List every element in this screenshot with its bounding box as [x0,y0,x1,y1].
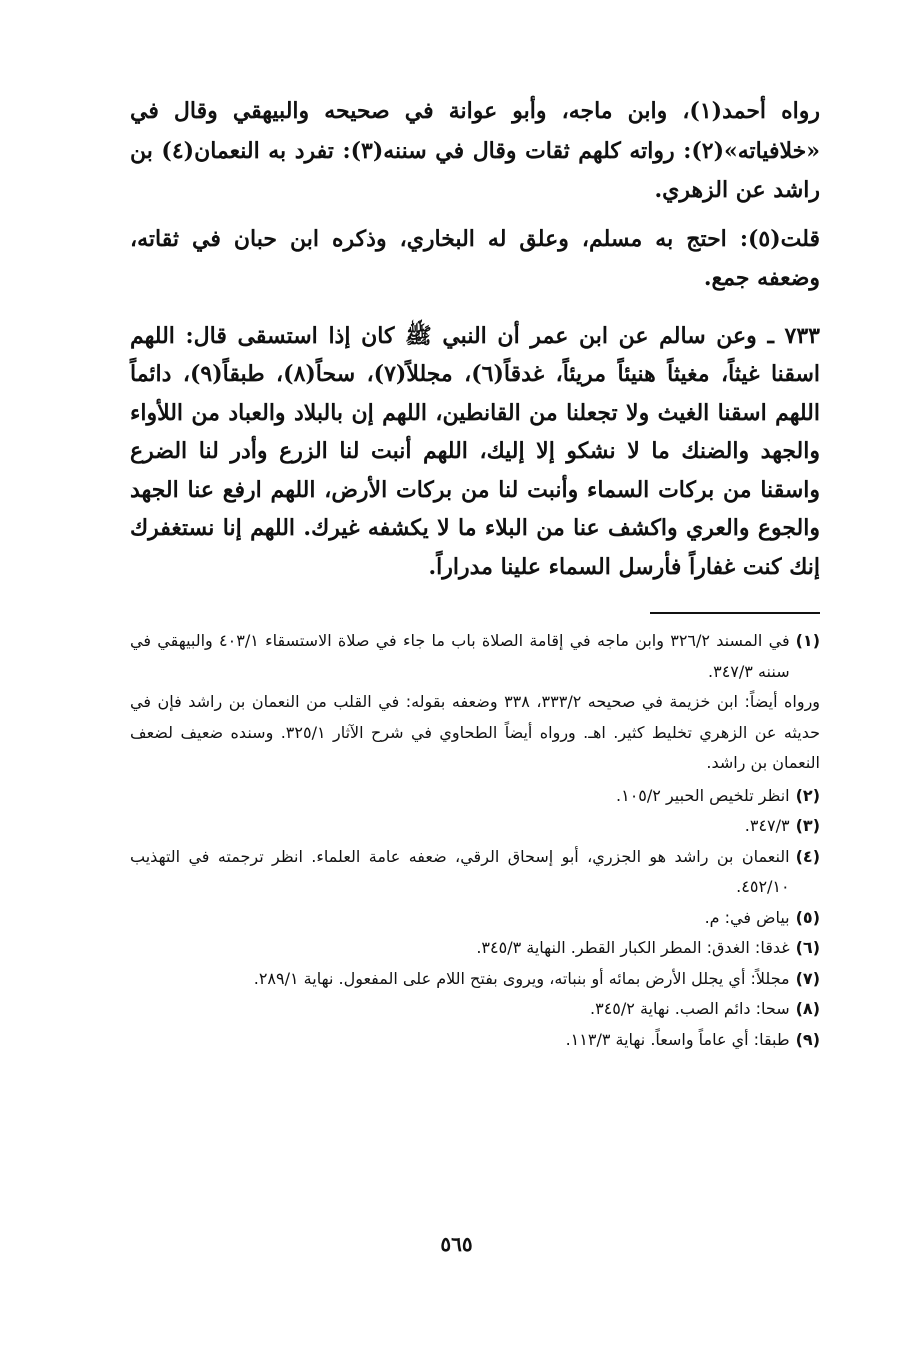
footnote-9 [130,1025,820,1056]
footnote-text: مجللاً: أي يجلل الأرض بمائه أو بنباته، ويروى بفتح اللام على المفعول. نهاية ٢٨٩/١. [253,968,790,988]
footnote-number: (٩) [795,1029,820,1049]
footnote-divider [650,612,820,614]
footnote-text: ٣٤٧/٣. [744,816,790,835]
paragraph-comment: قلت(٥): احتج به مسلم، وعلق له البخاري، وذكره ابن حبان في ثقاته، وضعفه جمع. [130,225,820,291]
page-number: ٥٦٥ [440,1232,473,1256]
footnote-number: (٤) [795,846,820,866]
footnote-text: بياض في: م. [704,907,790,927]
footnote-text: انظر تلخيص الحبير ١٠٥/٢. [616,785,790,805]
footnote-number: (٨) [795,999,820,1018]
footnote-number: (٣) [795,816,820,835]
footnote-4 [130,842,820,903]
footnote-5 [130,903,820,934]
main-text [130,92,820,586]
footnote-8 [130,994,820,1025]
footnote-3 [130,811,820,842]
page-body [130,92,820,1055]
footnote-number: (٧) [795,968,820,988]
footnote-text: النعمان بن راشد هو الجزري، أبو إسحاق الرقي، ضعفه عامة العلماء. انظر ترجمته في التهذيب ٤٥٢/١٠. [130,846,790,896]
footnotes [130,626,820,1055]
footnote-6 [130,933,820,964]
footnote-number: (٦) [795,938,820,957]
footnote-7 [130,964,820,995]
footnote-number: (٢) [795,785,820,805]
footnote-1-continuation: ورواه أيضاً: ابن خزيمة في صحيحه ٣٣٣/٢، ٣٣٨ وضعفه بقوله: في القلب من النعمان بن راشد فإن في حديثه عن الزهري تخليط كثير. اهـ. ورواه أيضاً الطحاوي في شرح الآثار ٣٢٥/١. وسنده ضعيف لضعف النعمان بن راشد. [130,692,821,772]
footnote-text: في المسند ٣٢٦/٢ وابن ماجه في إقامة الصلاة باب ما جاء في صلاة الاستسقاء ٤٠٣/١ والبيهقي في سننه ٣٤٧/٣. [130,631,790,681]
footnote-1 [130,626,820,687]
footnote-text: غدقا: الغدق: المطر الكبار القطر. النهاية ٣٤٥/٣. [476,938,790,957]
footnote-text: سحا: دائم الصب. نهاية ٣٤٥/٢. [590,999,790,1018]
paragraph-hadith-733: ٧٣٣ ـ وعن سالم عن ابن عمر أن النبي ﷺ كان إذا استسقى قال: اللهم اسقنا غيثاً، مغيثاً هنيئاً مريئاً، غدقاً(٦)، مجللاً(٧)، سحاً(٨)، طبقاً(٩)، دائماً اللهم اسقنا الغيث ولا تجعلنا من القانطين، اللهم إن بالبلاد والعباد من اللأواء والجهد والضنك ما لا نشكو إلا إليك، اللهم أنبت لنا الزرع وأدر لنا الضرع واسقنا من بركات السماء وأنبت لنا من بركات الأرض، اللهم ارفع عنا الجهد والجوع والعري واكشف عنا من البلاء ما لا يكشفه غيرك. اللهم إنا نستغفرك إنك كنت غفاراً فأرسل السماء علينا مدراراً. [130,322,820,580]
footnote-2 [130,781,820,812]
footnote-number: (٥) [795,907,820,927]
footnote-number: (١) [795,631,820,650]
footnote-text: طبقا: أي عاماً واسعاً. نهاية ١١٣/٣. [565,1029,790,1049]
paragraph-narration: رواه أحمد(١)، وابن ماجه، وأبو عوانة في صحيحه والبيهقي وقال في «خلافياته»(٢): رواته كلهم ثقات وقال في سننه(٣): تفرد به النعمان(٤) بن راشد عن الزهري. [130,98,820,203]
